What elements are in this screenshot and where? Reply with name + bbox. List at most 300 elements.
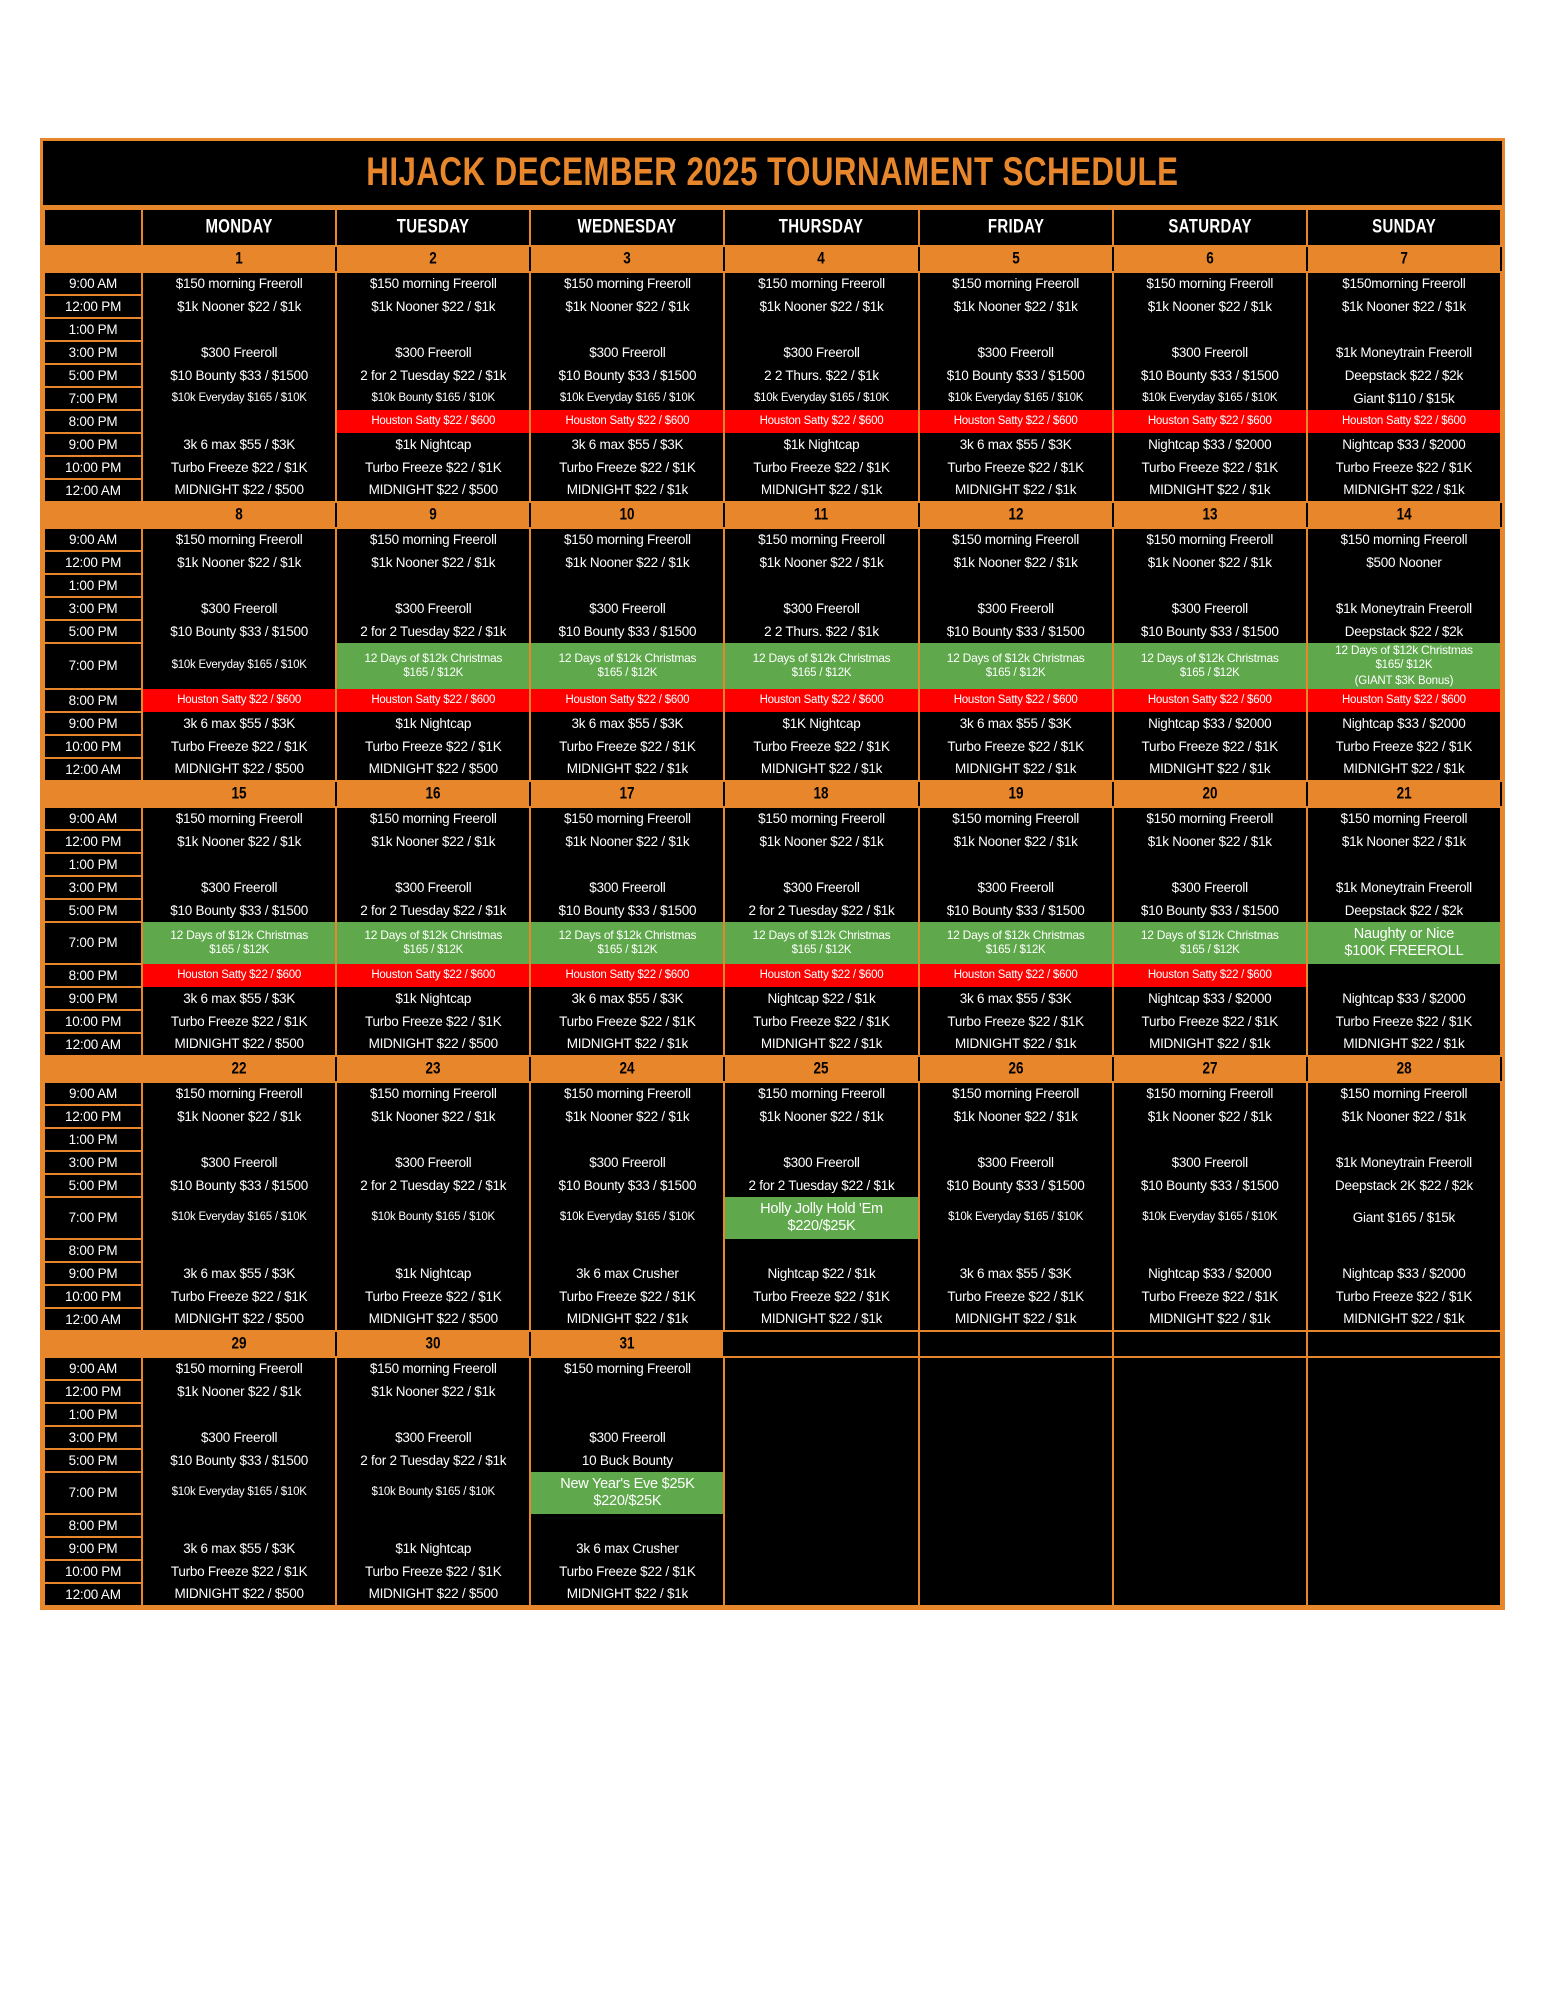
- event-cell[interactable]: [1307, 364, 1501, 387]
- event-cell[interactable]: [336, 830, 530, 853]
- event-cell[interactable]: [142, 964, 336, 987]
- event-cell[interactable]: [530, 712, 724, 735]
- event-cell[interactable]: [1307, 1262, 1501, 1285]
- event-cell[interactable]: [1307, 479, 1501, 502]
- event-cell[interactable]: [919, 551, 1113, 574]
- event-cell[interactable]: [142, 295, 336, 318]
- event-cell[interactable]: [1113, 620, 1307, 643]
- event-cell[interactable]: [530, 528, 724, 551]
- event-cell[interactable]: [530, 1105, 724, 1128]
- event-cell[interactable]: [530, 1151, 724, 1174]
- event-cell[interactable]: [1307, 1033, 1501, 1056]
- event-cell[interactable]: [724, 922, 918, 964]
- event-cell[interactable]: [336, 807, 530, 830]
- event-cell[interactable]: [530, 1426, 724, 1449]
- event-cell[interactable]: [142, 1583, 336, 1606]
- event-cell[interactable]: [724, 1151, 918, 1174]
- event-cell[interactable]: [1307, 712, 1501, 735]
- event-cell[interactable]: [1307, 528, 1501, 551]
- event-cell[interactable]: [142, 1472, 336, 1514]
- event-cell[interactable]: [919, 1174, 1113, 1197]
- event-cell[interactable]: [530, 479, 724, 502]
- event-cell[interactable]: [919, 1262, 1113, 1285]
- event-cell[interactable]: [142, 528, 336, 551]
- event-cell[interactable]: [1307, 387, 1501, 410]
- event-cell[interactable]: [530, 1262, 724, 1285]
- event-cell[interactable]: [530, 1472, 724, 1514]
- event-cell[interactable]: [142, 876, 336, 899]
- event-cell[interactable]: [1307, 341, 1501, 364]
- event-cell[interactable]: [336, 1082, 530, 1105]
- event-cell[interactable]: [919, 1197, 1113, 1239]
- event-cell[interactable]: [336, 1380, 530, 1403]
- event-cell[interactable]: [336, 1010, 530, 1033]
- event-cell[interactable]: [530, 341, 724, 364]
- event-cell[interactable]: [530, 433, 724, 456]
- event-cell[interactable]: [530, 1537, 724, 1560]
- date-cell[interactable]: [919, 502, 1113, 528]
- date-cell[interactable]: [336, 1331, 530, 1357]
- date-cell[interactable]: [1307, 246, 1501, 272]
- event-cell[interactable]: [1113, 272, 1307, 295]
- event-cell[interactable]: [724, 456, 918, 479]
- event-cell[interactable]: [1307, 456, 1501, 479]
- event-cell[interactable]: [336, 758, 530, 781]
- event-cell[interactable]: [530, 964, 724, 987]
- event-cell[interactable]: [724, 1197, 918, 1239]
- event-cell[interactable]: [142, 1151, 336, 1174]
- event-cell[interactable]: [142, 341, 336, 364]
- event-cell[interactable]: [336, 899, 530, 922]
- event-cell[interactable]: [1113, 1105, 1307, 1128]
- event-cell[interactable]: [919, 1151, 1113, 1174]
- event-cell[interactable]: [336, 1033, 530, 1056]
- event-cell[interactable]: [142, 1449, 336, 1472]
- event-cell[interactable]: [1113, 1033, 1307, 1056]
- event-cell[interactable]: [724, 1174, 918, 1197]
- event-cell[interactable]: [1307, 987, 1501, 1010]
- date-cell[interactable]: [1113, 246, 1307, 272]
- event-cell[interactable]: [336, 1197, 530, 1239]
- event-cell[interactable]: [724, 689, 918, 712]
- event-cell[interactable]: [919, 272, 1113, 295]
- event-cell[interactable]: [1307, 272, 1501, 295]
- event-cell[interactable]: [336, 272, 530, 295]
- event-cell[interactable]: [336, 1426, 530, 1449]
- event-text-line: $1k Moneytrain Freeroll: [1335, 344, 1472, 360]
- event-cell[interactable]: [919, 689, 1113, 712]
- event-cell[interactable]: [919, 620, 1113, 643]
- event-cell[interactable]: [530, 410, 724, 433]
- event-cell[interactable]: [336, 597, 530, 620]
- event-cell[interactable]: [1113, 364, 1307, 387]
- date-cell[interactable]: [142, 1056, 336, 1082]
- event-cell[interactable]: [919, 1105, 1113, 1128]
- event-cell[interactable]: [724, 1082, 918, 1105]
- event-cell[interactable]: [724, 643, 918, 689]
- event-cell[interactable]: [1307, 597, 1501, 620]
- event-cell[interactable]: [336, 528, 530, 551]
- event-cell[interactable]: [1113, 433, 1307, 456]
- date-cell[interactable]: [1113, 1056, 1307, 1082]
- event-cell[interactable]: [336, 387, 530, 410]
- event-cell[interactable]: [1113, 758, 1307, 781]
- event-cell[interactable]: [142, 387, 336, 410]
- event-cell[interactable]: [1113, 456, 1307, 479]
- event-cell[interactable]: [530, 689, 724, 712]
- event-cell[interactable]: [1113, 1082, 1307, 1105]
- event-cell[interactable]: [724, 1308, 918, 1331]
- event-cell[interactable]: [142, 433, 336, 456]
- date-cell[interactable]: [142, 781, 336, 807]
- event-cell[interactable]: [336, 712, 530, 735]
- event-cell[interactable]: [724, 597, 918, 620]
- date-cell[interactable]: [724, 1056, 918, 1082]
- event-cell[interactable]: [336, 1472, 530, 1514]
- event-cell[interactable]: [724, 1105, 918, 1128]
- event-cell[interactable]: [1307, 551, 1501, 574]
- event-cell[interactable]: [1307, 1105, 1501, 1128]
- event-cell[interactable]: [1113, 1308, 1307, 1331]
- event-cell[interactable]: [530, 807, 724, 830]
- event-cell[interactable]: [530, 922, 724, 964]
- event-cell[interactable]: [336, 1285, 530, 1308]
- event-cell[interactable]: [1113, 712, 1307, 735]
- event-cell[interactable]: [919, 922, 1113, 964]
- event-cell[interactable]: [1307, 1174, 1501, 1197]
- event-cell[interactable]: [1113, 735, 1307, 758]
- event-cell[interactable]: [724, 830, 918, 853]
- event-cell[interactable]: [1113, 922, 1307, 964]
- event-cell[interactable]: [1113, 964, 1307, 987]
- event-cell[interactable]: [919, 758, 1113, 781]
- event-cell[interactable]: [919, 456, 1113, 479]
- date-cell[interactable]: [336, 781, 530, 807]
- event-cell[interactable]: [919, 1308, 1113, 1331]
- date-cell[interactable]: [1307, 781, 1501, 807]
- event-cell[interactable]: [919, 1285, 1113, 1308]
- event-cell[interactable]: [142, 1197, 336, 1239]
- event-cell[interactable]: [1307, 1082, 1501, 1105]
- event-cell[interactable]: [336, 922, 530, 964]
- event-cell[interactable]: [142, 1262, 336, 1285]
- event-cell[interactable]: [142, 987, 336, 1010]
- event-cell[interactable]: [530, 643, 724, 689]
- event-cell[interactable]: [1113, 597, 1307, 620]
- event-cell[interactable]: [1307, 410, 1501, 433]
- event-cell[interactable]: [1307, 899, 1501, 922]
- event-cell[interactable]: [336, 1583, 530, 1606]
- event-cell[interactable]: [724, 735, 918, 758]
- event-cell[interactable]: [724, 341, 918, 364]
- event-cell[interactable]: [724, 364, 918, 387]
- event-cell[interactable]: [336, 987, 530, 1010]
- event-cell[interactable]: [1307, 830, 1501, 853]
- event-cell[interactable]: [1113, 876, 1307, 899]
- event-cell[interactable]: [724, 1033, 918, 1056]
- event-cell[interactable]: [336, 1308, 530, 1331]
- event-cell[interactable]: [336, 964, 530, 987]
- event-cell[interactable]: [919, 364, 1113, 387]
- event-cell[interactable]: [724, 551, 918, 574]
- event-cell[interactable]: [919, 899, 1113, 922]
- event-cell[interactable]: [1113, 1151, 1307, 1174]
- event-cell[interactable]: [336, 1449, 530, 1472]
- event-cell[interactable]: [1307, 807, 1501, 830]
- event-cell[interactable]: [530, 295, 724, 318]
- event-cell[interactable]: [1113, 1285, 1307, 1308]
- event-cell[interactable]: [142, 364, 336, 387]
- event-cell[interactable]: [336, 1262, 530, 1285]
- event-cell[interactable]: [142, 758, 336, 781]
- event-cell[interactable]: [530, 987, 724, 1010]
- event-cell[interactable]: [142, 1537, 336, 1560]
- event-cell[interactable]: [1113, 1010, 1307, 1033]
- event-cell[interactable]: [1113, 479, 1307, 502]
- event-cell[interactable]: [724, 987, 918, 1010]
- event-cell[interactable]: [142, 735, 336, 758]
- event-cell[interactable]: [1307, 758, 1501, 781]
- event-cell[interactable]: [1113, 528, 1307, 551]
- event-cell[interactable]: [1113, 830, 1307, 853]
- date-cell[interactable]: [919, 781, 1113, 807]
- event-cell[interactable]: [530, 830, 724, 853]
- event-cell[interactable]: [724, 620, 918, 643]
- event-cell[interactable]: [530, 620, 724, 643]
- event-cell[interactable]: [724, 1262, 918, 1285]
- event-cell[interactable]: [530, 1449, 724, 1472]
- event-cell[interactable]: [530, 597, 724, 620]
- date-cell[interactable]: [142, 502, 336, 528]
- event-cell[interactable]: [530, 364, 724, 387]
- event-cell[interactable]: [919, 597, 1113, 620]
- event-cell[interactable]: [530, 735, 724, 758]
- date-cell[interactable]: [1307, 1056, 1501, 1082]
- date-cell[interactable]: [530, 1331, 724, 1357]
- event-cell[interactable]: [724, 295, 918, 318]
- event-cell[interactable]: [142, 899, 336, 922]
- event-cell[interactable]: [919, 410, 1113, 433]
- event-cell[interactable]: [1307, 433, 1501, 456]
- event-cell[interactable]: [1113, 899, 1307, 922]
- event-cell[interactable]: [142, 1174, 336, 1197]
- date-cell[interactable]: [919, 246, 1113, 272]
- event-cell[interactable]: [724, 807, 918, 830]
- event-cell[interactable]: [530, 387, 724, 410]
- event-cell[interactable]: [1307, 620, 1501, 643]
- event-cell[interactable]: [336, 1174, 530, 1197]
- event-cell[interactable]: [1113, 1197, 1307, 1239]
- event-cell[interactable]: [530, 1560, 724, 1583]
- date-cell[interactable]: [142, 1331, 336, 1357]
- event-cell[interactable]: [1113, 341, 1307, 364]
- event-cell[interactable]: [336, 433, 530, 456]
- event-cell[interactable]: [336, 341, 530, 364]
- event-cell[interactable]: [530, 272, 724, 295]
- event-cell[interactable]: [724, 876, 918, 899]
- date-cell[interactable]: [919, 1056, 1113, 1082]
- event-cell[interactable]: [724, 758, 918, 781]
- event-cell[interactable]: [530, 1285, 724, 1308]
- event-cell[interactable]: [1113, 1174, 1307, 1197]
- event-cell[interactable]: [919, 643, 1113, 689]
- event-cell[interactable]: [724, 528, 918, 551]
- event-cell[interactable]: [142, 597, 336, 620]
- event-cell[interactable]: [142, 479, 336, 502]
- event-cell[interactable]: [1113, 410, 1307, 433]
- event-cell[interactable]: [724, 712, 918, 735]
- time-label: 12:00 AM: [44, 1583, 142, 1606]
- event-cell[interactable]: [336, 551, 530, 574]
- event-cell[interactable]: [336, 479, 530, 502]
- event-cell[interactable]: [1113, 807, 1307, 830]
- date-cell[interactable]: [530, 246, 724, 272]
- event-cell[interactable]: [336, 643, 530, 689]
- event-cell[interactable]: [724, 1010, 918, 1033]
- event-cell[interactable]: [1307, 1285, 1501, 1308]
- event-cell[interactable]: [142, 922, 336, 964]
- event-cell[interactable]: [1307, 922, 1501, 964]
- event-cell[interactable]: [336, 1560, 530, 1583]
- event-cell[interactable]: [336, 410, 530, 433]
- event-cell[interactable]: [336, 295, 530, 318]
- event-cell[interactable]: [142, 1010, 336, 1033]
- event-cell[interactable]: [142, 712, 336, 735]
- event-cell[interactable]: [724, 1285, 918, 1308]
- event-cell[interactable]: [724, 899, 918, 922]
- event-cell[interactable]: [1307, 1308, 1501, 1331]
- event-cell[interactable]: [142, 1308, 336, 1331]
- date-cell[interactable]: [724, 246, 918, 272]
- date-cell[interactable]: [142, 246, 336, 272]
- event-cell[interactable]: [530, 1082, 724, 1105]
- event-cell[interactable]: [530, 551, 724, 574]
- event-cell[interactable]: [336, 1357, 530, 1380]
- event-cell[interactable]: [336, 456, 530, 479]
- event-cell[interactable]: [724, 479, 918, 502]
- event-cell[interactable]: [142, 272, 336, 295]
- date-cell[interactable]: [530, 1056, 724, 1082]
- event-cell[interactable]: [919, 433, 1113, 456]
- event-cell[interactable]: [336, 689, 530, 712]
- date-cell[interactable]: [724, 502, 918, 528]
- event-cell[interactable]: [1113, 551, 1307, 574]
- event-cell[interactable]: [1113, 643, 1307, 689]
- event-cell[interactable]: [142, 456, 336, 479]
- event-cell[interactable]: [919, 830, 1113, 853]
- event-cell[interactable]: [919, 528, 1113, 551]
- event-cell[interactable]: [530, 1357, 724, 1380]
- event-cell[interactable]: [142, 1560, 336, 1583]
- event-cell[interactable]: [724, 410, 918, 433]
- event-cell[interactable]: [530, 876, 724, 899]
- event-cell[interactable]: [142, 1426, 336, 1449]
- event-cell[interactable]: [919, 479, 1113, 502]
- date-cell[interactable]: [336, 502, 530, 528]
- event-cell[interactable]: [919, 964, 1113, 987]
- event-cell[interactable]: [142, 1357, 336, 1380]
- event-cell[interactable]: [530, 1308, 724, 1331]
- date-cell[interactable]: [530, 781, 724, 807]
- event-cell[interactable]: [530, 1033, 724, 1056]
- event-cell[interactable]: [919, 876, 1113, 899]
- event-cell[interactable]: [1113, 1262, 1307, 1285]
- event-cell[interactable]: [530, 899, 724, 922]
- event-cell[interactable]: [1307, 1010, 1501, 1033]
- event-cell[interactable]: [1113, 295, 1307, 318]
- date-cell[interactable]: [1307, 502, 1501, 528]
- event-cell[interactable]: [1307, 643, 1501, 689]
- date-cell[interactable]: [336, 246, 530, 272]
- event-cell[interactable]: [530, 456, 724, 479]
- event-cell[interactable]: [919, 735, 1113, 758]
- date-cell[interactable]: [724, 781, 918, 807]
- event-cell[interactable]: [336, 1537, 530, 1560]
- event-cell[interactable]: [1307, 689, 1501, 712]
- event-cell[interactable]: [142, 1082, 336, 1105]
- date-cell[interactable]: [530, 502, 724, 528]
- event-cell[interactable]: [1307, 735, 1501, 758]
- event-cell[interactable]: [1307, 1197, 1501, 1239]
- event-cell[interactable]: [142, 643, 336, 689]
- event-text-line: $10k Everyday $165 / $10K: [1142, 1211, 1278, 1224]
- event-cell[interactable]: [336, 735, 530, 758]
- event-cell[interactable]: [142, 1033, 336, 1056]
- event-cell[interactable]: [919, 987, 1113, 1010]
- event-cell[interactable]: [1113, 387, 1307, 410]
- event-cell[interactable]: [1307, 295, 1501, 318]
- event-cell[interactable]: [142, 620, 336, 643]
- event-cell[interactable]: [142, 1285, 336, 1308]
- event-cell[interactable]: [724, 272, 918, 295]
- event-cell[interactable]: [142, 1105, 336, 1128]
- event-cell[interactable]: [919, 1082, 1113, 1105]
- date-cell[interactable]: [1113, 781, 1307, 807]
- event-cell[interactable]: [336, 1151, 530, 1174]
- event-cell[interactable]: [919, 295, 1113, 318]
- event-cell[interactable]: [919, 387, 1113, 410]
- event-cell[interactable]: [1113, 689, 1307, 712]
- event-cell[interactable]: [1113, 987, 1307, 1010]
- event-cell[interactable]: [724, 387, 918, 410]
- event-cell[interactable]: [530, 758, 724, 781]
- event-cell[interactable]: [1307, 876, 1501, 899]
- event-cell[interactable]: [919, 712, 1113, 735]
- event-cell[interactable]: [530, 1583, 724, 1606]
- event-cell[interactable]: [142, 807, 336, 830]
- event-cell[interactable]: [919, 341, 1113, 364]
- event-cell[interactable]: [530, 1010, 724, 1033]
- event-cell[interactable]: [919, 1033, 1113, 1056]
- event-cell[interactable]: [919, 1010, 1113, 1033]
- event-cell[interactable]: [142, 1380, 336, 1403]
- event-cell[interactable]: [336, 1105, 530, 1128]
- event-cell[interactable]: [530, 1174, 724, 1197]
- event-cell[interactable]: [919, 807, 1113, 830]
- event-cell[interactable]: [724, 433, 918, 456]
- event-cell[interactable]: [142, 551, 336, 574]
- date-cell[interactable]: [1113, 502, 1307, 528]
- event-cell[interactable]: [142, 830, 336, 853]
- event-cell[interactable]: [724, 964, 918, 987]
- event-cell[interactable]: [336, 364, 530, 387]
- date-cell[interactable]: [336, 1056, 530, 1082]
- event-cell[interactable]: [530, 1197, 724, 1239]
- event-cell[interactable]: [1307, 1151, 1501, 1174]
- event-cell[interactable]: [336, 876, 530, 899]
- event-cell[interactable]: [142, 689, 336, 712]
- event-cell[interactable]: [336, 620, 530, 643]
